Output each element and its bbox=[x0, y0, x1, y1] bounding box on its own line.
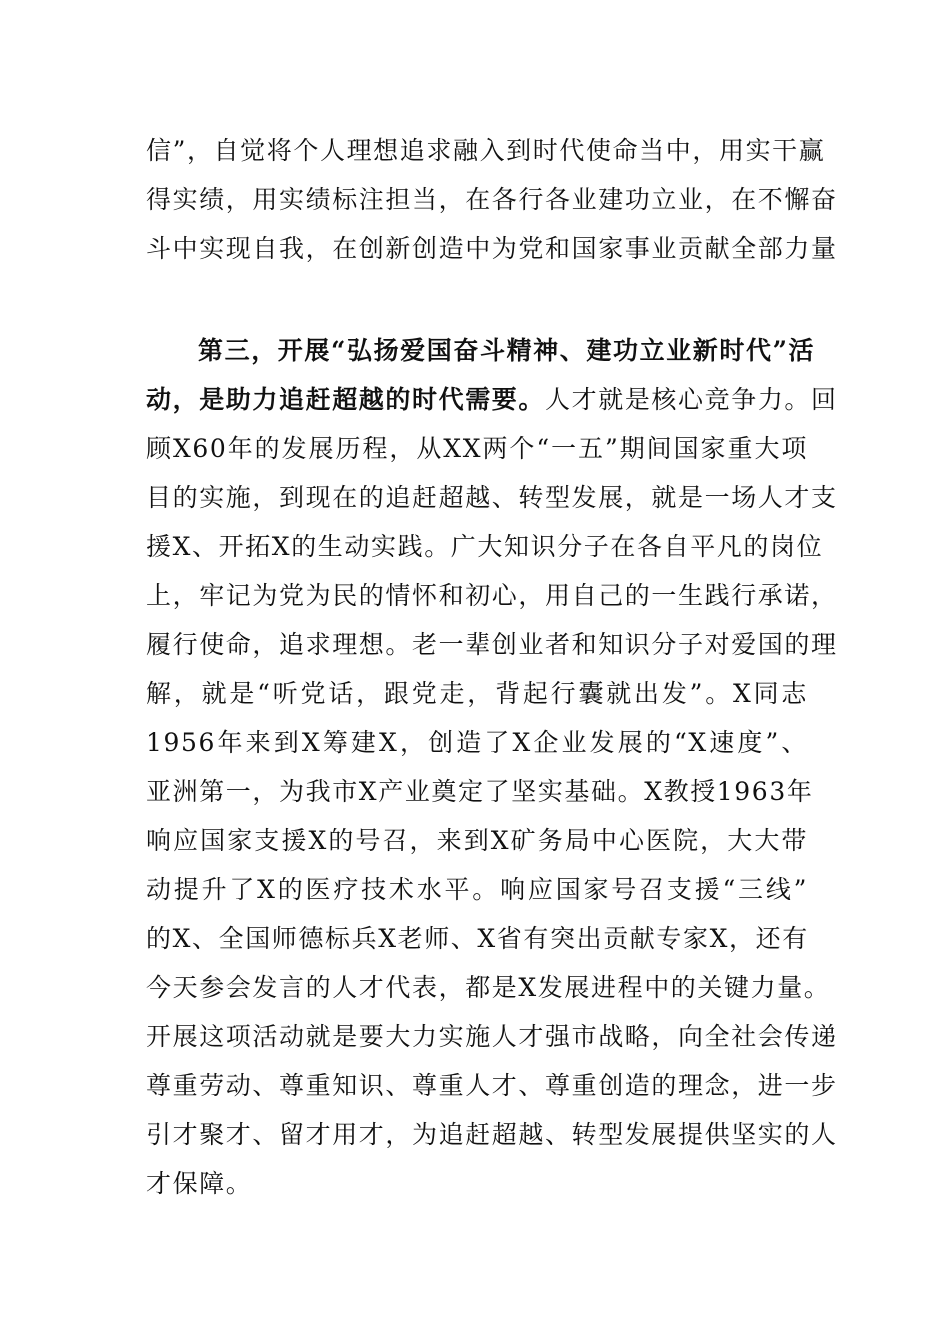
paragraph-2-line-4: 目的实施，到现在的追赶超越、转型发展，就是一场人才支 bbox=[146, 483, 838, 512]
paragraph-1-line-3: 斗中实现自我，在创新创造中为党和国家事业贡献全部力量 bbox=[146, 234, 838, 263]
paragraph-2-line-5: 援X、开拓X的生动实践。广大知识分子在各自平凡的岗位 bbox=[146, 532, 824, 561]
paragraph-2-line-7: 履行使命，追求理想。老一辈创业者和知识分子对爱国的理 bbox=[146, 630, 838, 659]
paragraph-2-line-3: 顾X60年的发展历程，从XX两个“一五”期间国家重大项 bbox=[146, 434, 808, 463]
paragraph-2-heading-rest: 人才就是核心竞争力。回 bbox=[545, 385, 838, 414]
paragraph-2-line-12: 动提升了X的医疗技术水平。响应国家号召支援“三线” bbox=[146, 875, 808, 904]
paragraph-2-line-11: 响应国家支援X的号召，来到X矿务局中心医院，大大带 bbox=[146, 826, 808, 855]
paragraph-2-heading-bold: 动，是助力追赶超越的时代需要。 bbox=[146, 385, 546, 414]
paragraph-2-line-15: 开展这项活动就是要大力实施人才强市战略，向全社会传递 bbox=[146, 1022, 838, 1051]
paragraph-2-line-2 bbox=[146, 380, 838, 420]
paragraph-2-line-10: 亚洲第一，为我市X产业奠定了坚实基础。X教授1963年 bbox=[146, 777, 814, 806]
paragraph-2-line-8: 解，就是“听党话，跟党走，背起行囊就出发”。X同志 bbox=[146, 679, 808, 708]
paragraph-2-line-9: 1956年来到X筹建X，创造了X企业发展的“X速度”、 bbox=[146, 728, 808, 757]
paragraph-1-line-2: 得实绩，用实绩标注担当，在各行各业建功立业，在不懈奋 bbox=[146, 185, 838, 214]
paragraph-2-line-16: 尊重劳动、尊重知识、尊重人才、尊重创造的理念，进一步 bbox=[146, 1071, 838, 1100]
paragraph-1-line-1: 信”，自觉将个人理想追求融入到时代使命当中，用实干赢 bbox=[146, 136, 826, 165]
paragraph-2-line-17: 引才聚才、留才用才，为追赶超越、转型发展提供坚实的人 bbox=[146, 1120, 838, 1149]
paragraph-2-line-18: 才保障。 bbox=[146, 1169, 253, 1198]
paragraph-2-heading-line-1: 第三，开展“弘扬爱国奋斗精神、建功立业新时代”活 bbox=[198, 336, 816, 365]
paragraph-2-line-13: 的X、全国师德标兵X老师、X省有突出贡献专家X，还有 bbox=[146, 924, 809, 953]
paragraph-2-line-14: 今天参会发言的人才代表，都是X发展进程中的关键力量。 bbox=[146, 973, 831, 1002]
paragraph-2-line-6: 上，牢记为党为民的情怀和初心，用自己的一生践行承诺， bbox=[146, 581, 838, 610]
